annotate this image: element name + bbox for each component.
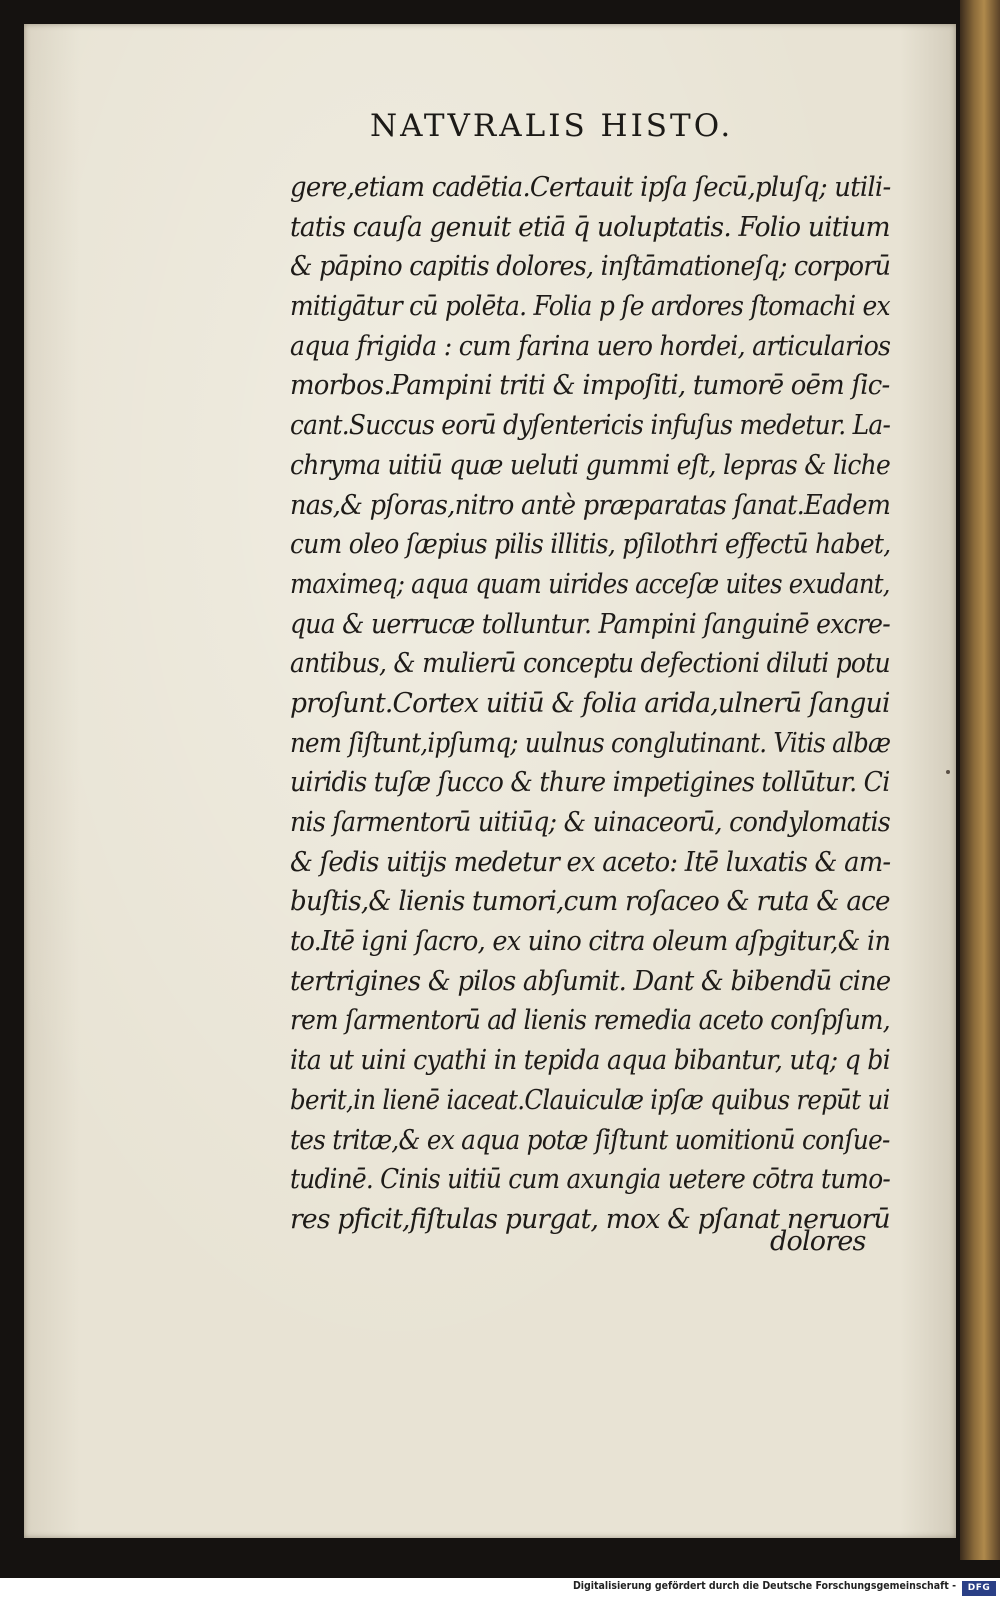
text-line: cant.Succus eorū dyſentericis infuſus medetur. La-	[290, 410, 891, 442]
text-line: mitigātur cū polēta. Folia p ſe ardores ſtomachi ex	[290, 291, 890, 323]
text-line: cum oleo ſæpius pilis illitis, pſilothri effectū habet,	[290, 529, 891, 561]
text-line: res pficit,fiſtulas purgat, mox & pſanat neruorū	[290, 1203, 890, 1235]
text-line: morbos.Pampini triti & impoſiti, tumorē oēm ſic-	[290, 370, 890, 402]
text-line: ita ut uini cyathi in tepida aqua bibantur, utq; q bi	[290, 1045, 890, 1077]
text-line: proſunt.Cortex uitiū & folia arida,ulnerū ſangui	[290, 687, 890, 719]
text-line: berit,in lienē iaceat.Clauiculæ ipſæ quibus repūt ui	[290, 1084, 890, 1116]
book-edge	[960, 0, 1000, 1560]
text-line: nas,& pſoras,nitro antè præparatas ſanat.Eadem	[290, 489, 891, 521]
text-line: uiridis tuſæ ſucco & thure impetigines tollūtur. Ci	[290, 767, 890, 799]
text-line: tes tritæ,& ex aqua potæ ſiſtunt uomitionū conſue-	[290, 1124, 890, 1156]
text-line: tertrigines & pilos abſumit. Dant & bibendū cine	[290, 965, 891, 997]
footer-bar	[0, 1578, 1000, 1600]
text-line: rem ſarmentorū ad lienis remedia aceto conſpſum,	[290, 1005, 890, 1037]
text-line: maximeq; aqua quam uirides acceſæ uites exudant,	[290, 568, 890, 600]
text-line: & ſedis uitijs medetur ex aceto: Itē luxatis & am-	[290, 846, 891, 878]
text-line: gere,etiam cadētia.Certauit ipſa ſecū,pluſq; utili-	[290, 172, 891, 203]
text-line: qua & uerrucæ tolluntur. Pampini ſanguinē excre-	[290, 608, 890, 640]
text-line: nem ſiſtunt,ipſumq; uulnus conglutinant. Vitis albæ	[290, 727, 891, 759]
catchword: dolores	[770, 1226, 866, 1257]
dfg-logo-icon: DFG	[962, 1581, 996, 1596]
text-line: nis ſarmentorū uitiūq; & uinaceorū, condylomatis	[290, 807, 891, 838]
text-line: antibus, & mulierū conceptu defectioni diluti potu	[290, 648, 890, 680]
text-line: & pāpino capitis dolores, inſtāmationeſq; corporū	[290, 251, 891, 283]
text-line: tatis cauſa genuit etiā q̄ uoluptatis. Folio uitium	[290, 211, 890, 243]
body-text	[290, 168, 890, 1240]
ink-speck	[946, 770, 950, 774]
running-head: NATVRALIS HISTO.	[370, 108, 734, 144]
funding-notice: Digitalisierung gefördert durch die Deutsche Forschungsgemeinschaft -	[572, 1580, 956, 1592]
text-line: chryma uitiū quæ ueluti gummi eſt, lepras & liche	[290, 449, 891, 481]
text-line: buſtis,& lienis tumori,cum roſaceo & ruta & ace	[290, 886, 890, 918]
text-line: tudinē. Cinis uitiū cum axungia uetere cōtra tumo-	[290, 1164, 891, 1196]
text-line: aqua frigida : cum farina uero hordei, articularios	[290, 330, 891, 362]
text-line: to.Itē igni ſacro, ex uino citra oleum aſpgitur,& in	[290, 926, 891, 958]
